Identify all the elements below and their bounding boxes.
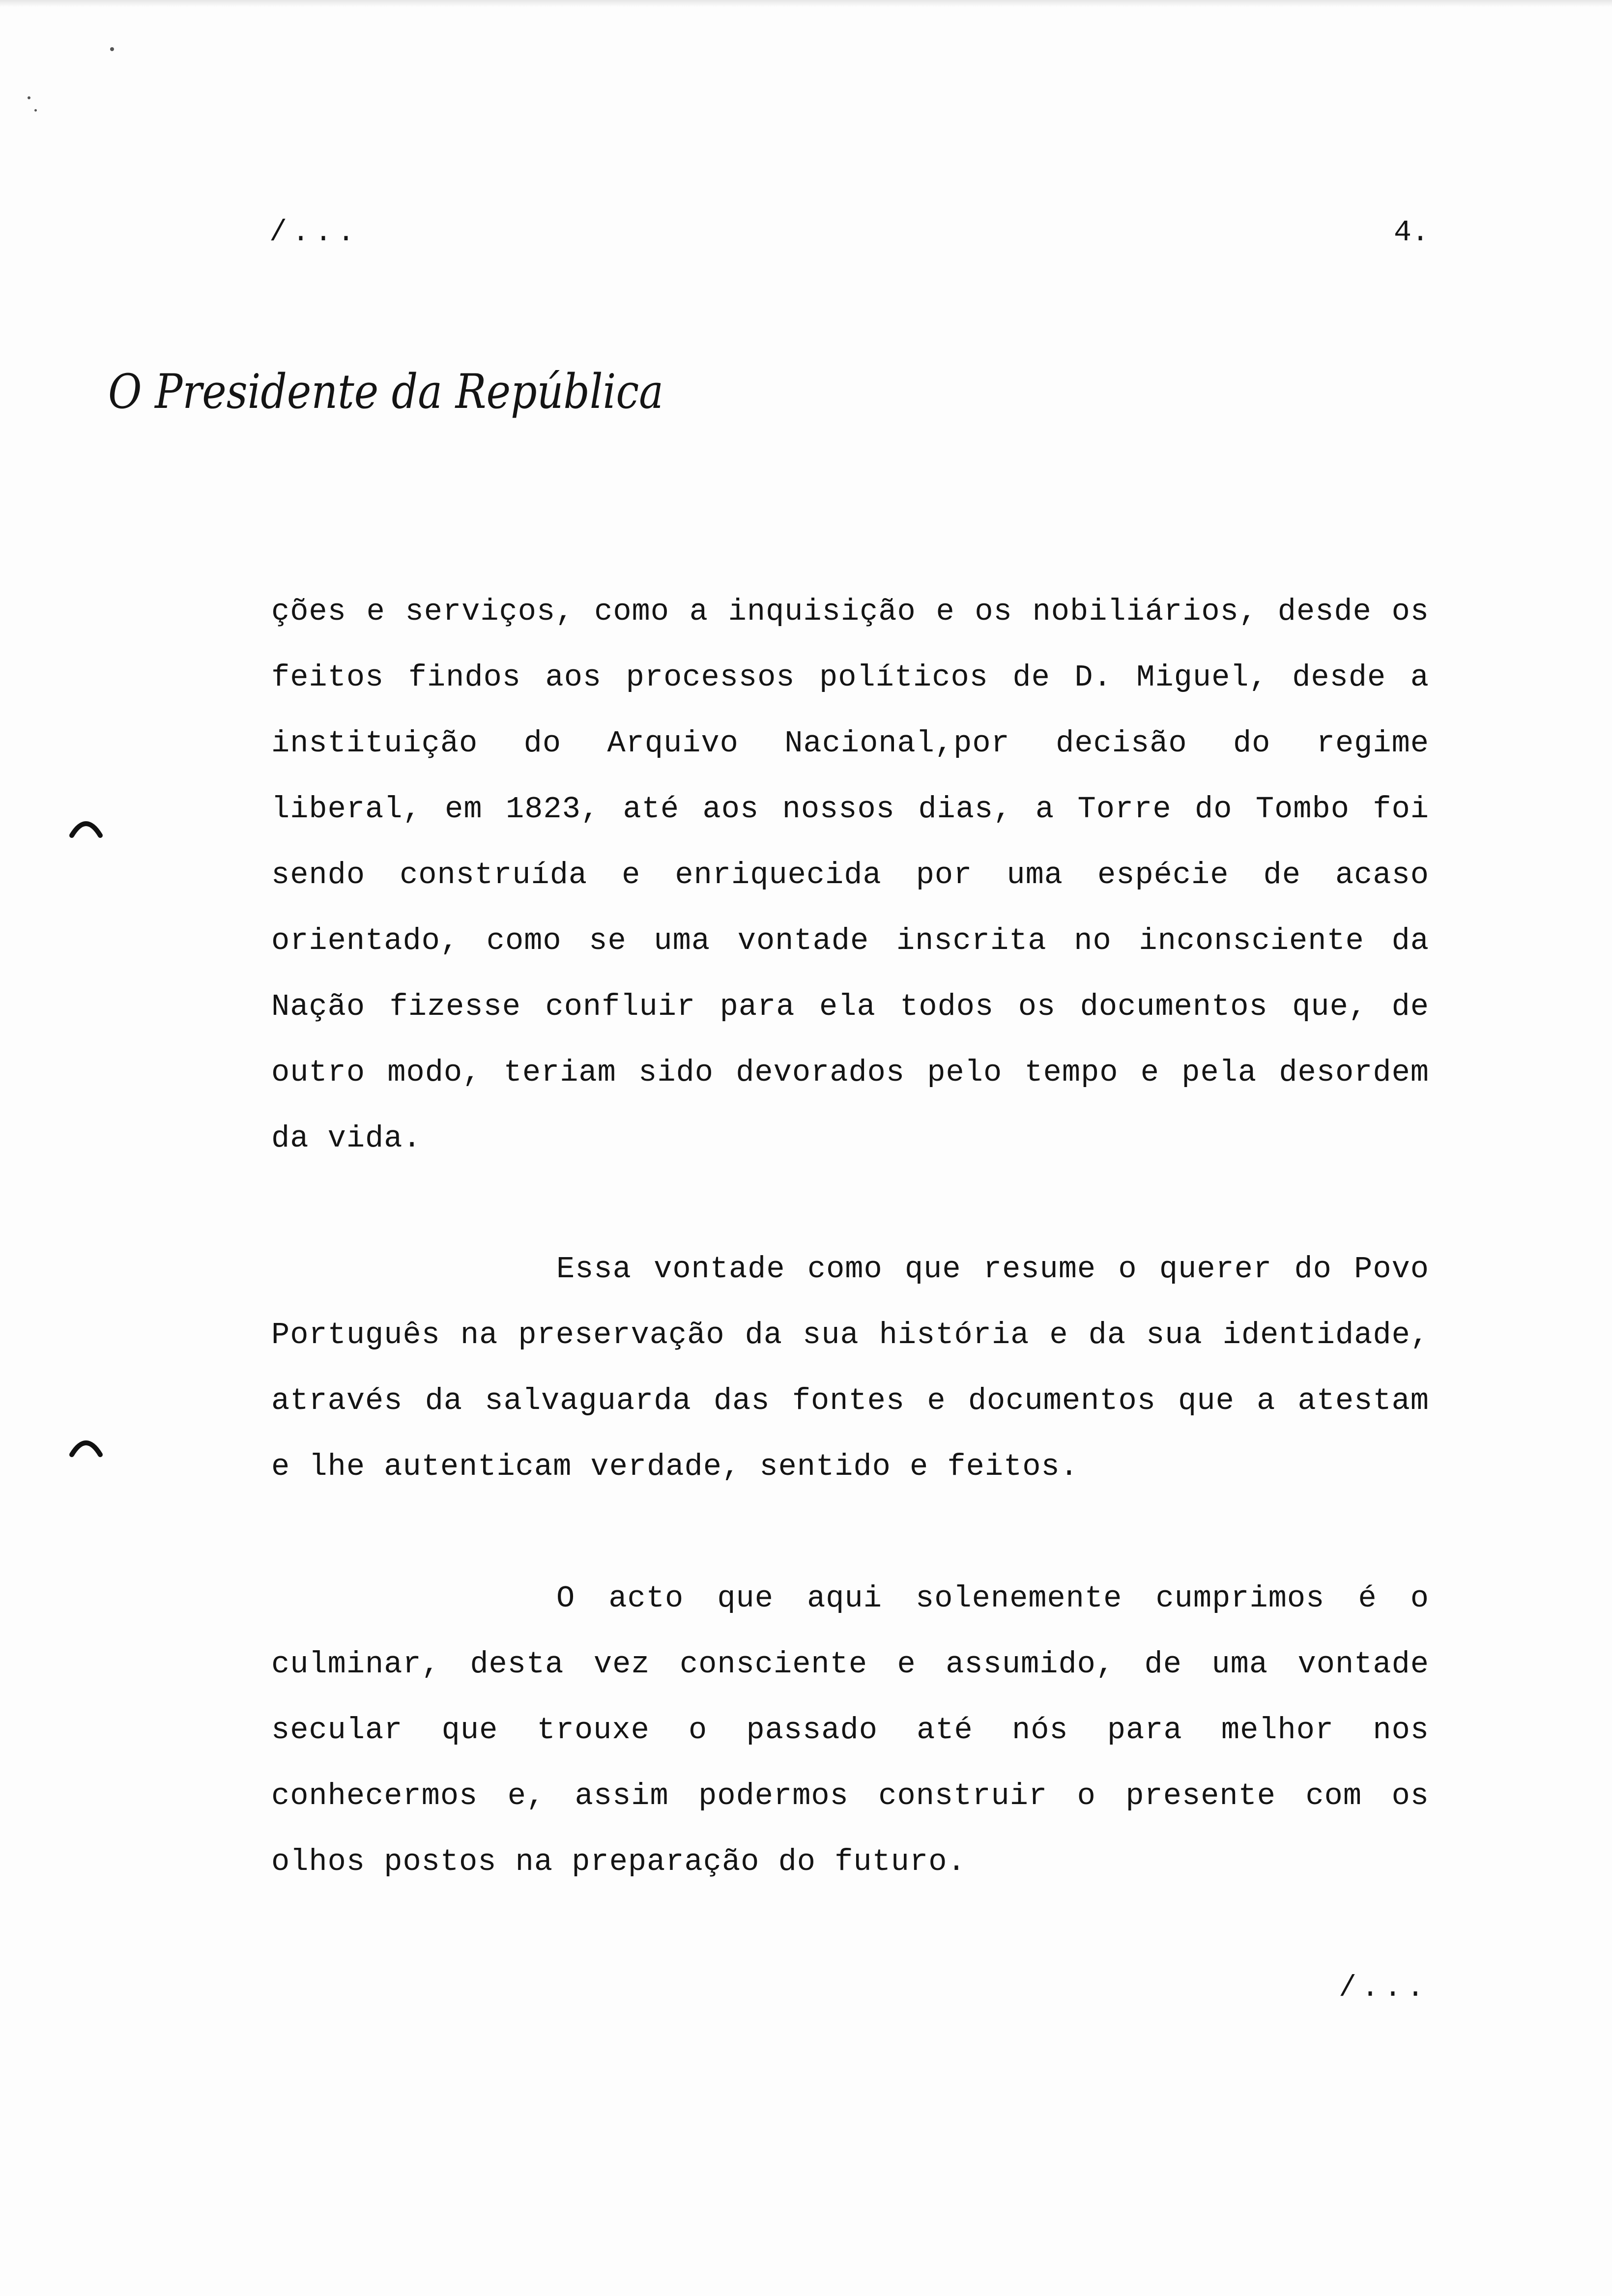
- continuation-mark-bottom: /...: [1338, 1972, 1429, 2005]
- body-paragraph-2: Essa vontade como que resume o querer do Povo Português na preservação da sua história e da sua identidade, através da salvaguarda das fontes e documentos que a atestam e lhe autenticam verdade, sentido e feitos.: [271, 1252, 1429, 1484]
- letterhead-presidente-da-republica: [103, 344, 673, 442]
- punch-hole-mark: [69, 816, 103, 837]
- body-paragraph-1: ções e serviços, como a inquisição e os nobiliários, desde os feitos findos aos processos políticos de D. Miguel, desde a instituição do Arquivo Nacional,por decisão do regime liberal, em 1823, até aos nossos dias, a Torre do Tombo foi sendo construída e enriquecida por uma espécie de acaso orientado, como se uma vontade inscrita no inconsciente da Nação fizesse confluir para ela todos os documentos que, de outro modo, teriam sido devorados pelo tempo e pela desordem da vida.: [271, 594, 1429, 1156]
- scan-edge: [0, 0, 1612, 7]
- body-paragraph-3: O acto que aqui solenemente cumprimos é o culminar, desta vez consciente e assumido, de uma vontade secular que trouxe o passado até nós para melhor nos conhecermos e, assim podermos construir o presente com os olhos postos na preparação do futuro.: [271, 1581, 1429, 1879]
- punch-hole-mark: [69, 1435, 103, 1457]
- scan-speck: [34, 109, 37, 112]
- svg-text:O Presidente da República: O Presidente da República: [108, 364, 663, 419]
- page-number: 4.: [1393, 216, 1429, 250]
- continuation-mark-top: /...: [269, 216, 360, 250]
- scan-speck: [28, 96, 30, 99]
- scan-speck: [110, 47, 114, 51]
